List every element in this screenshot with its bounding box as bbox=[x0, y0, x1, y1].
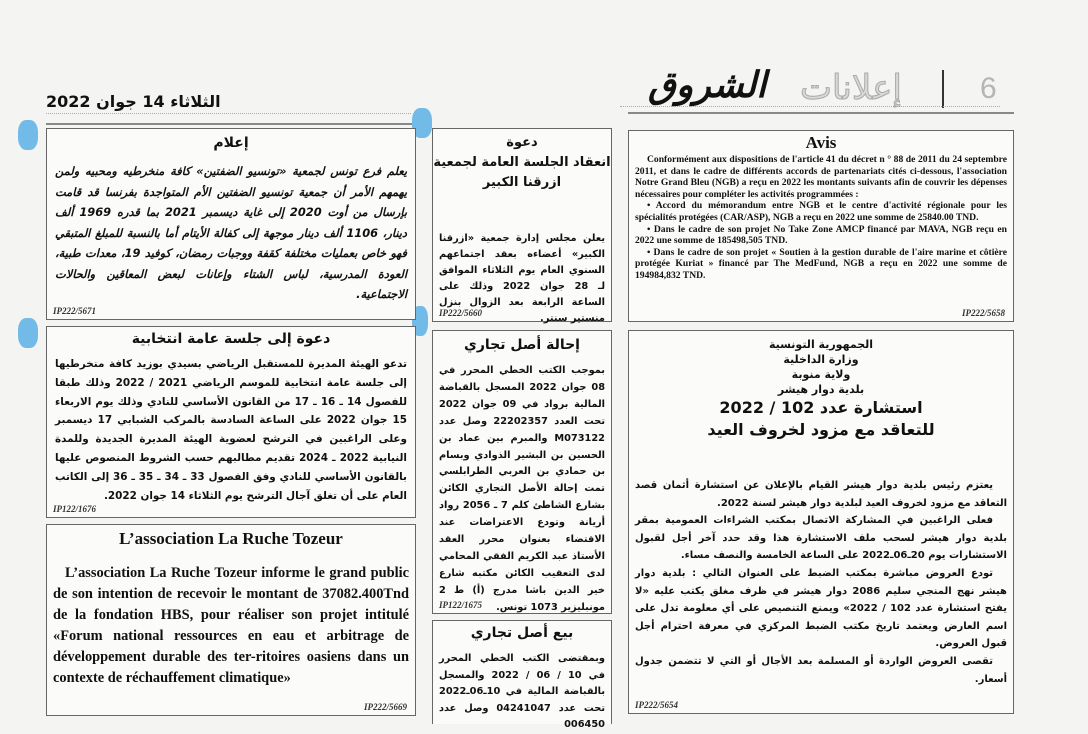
ad-azraqna-meeting bbox=[432, 128, 612, 322]
page-number: 6 bbox=[980, 72, 997, 105]
ad-body: وبمقتضى الكتب الخطي المحرر في 10 / 06 / 2022 والمسجل بالقباضة المالية في 10ـ06ـ2022 تحت عدد 04241047 وصل عدد 006450 bbox=[439, 653, 605, 730]
ad-bullet: • Dans le cadre de son projet No Take Zone AMCP financé par MAVA, NGB reçu en 2022 une somme de 185498,505 TND. bbox=[635, 223, 1007, 247]
ad-paragraph: يعتزم رئيس بلدية دوار هيشر القيام بالإعلان عن استشارة أثمان قصد التعاقد مع مزود لخروف العيد لبلدية دوار هيشر لسنة 2022. bbox=[635, 480, 1007, 509]
header-rule bbox=[46, 113, 411, 114]
ad-consultation-102 bbox=[628, 330, 1014, 714]
ad-title-line: للتعاقد مع مزود لخروف العيد bbox=[707, 420, 935, 439]
ad-title-line: انعقاد الجلسة العامة لجمعية bbox=[433, 155, 611, 170]
ad-reference: IP222/5669 bbox=[363, 702, 407, 712]
ad-title-line: ازرقنا الكبير bbox=[482, 175, 562, 190]
section-title: إعلانات bbox=[800, 68, 902, 108]
ad-body: يعلن مجلس إدارة جمعية «ازرقنا الكبير» أعضاءه بعقد اجتماعهم السنوي العام يوم الثلاثاء الموافق لـ 28 جوان 2022 وذلك على الساعة الرابعة بعد الزوال بنزل منستير سنتر. bbox=[439, 233, 605, 324]
ad-bullet: • Dans le cadre de son projet « Soutien à la gestion durable de l'aire marine et côtière protégée Kuriat » financé par The MedFund, NGB a reçu en 2022 une somme de 194984,832 TND. bbox=[635, 246, 1007, 281]
ad-reference: IP222/5671 bbox=[53, 306, 97, 316]
page-header bbox=[0, 0, 1088, 125]
authority-line: الجمهورية التونسية bbox=[768, 338, 874, 351]
ad-avis-ngb bbox=[628, 130, 1014, 322]
ad-title-line: دعوة bbox=[506, 135, 538, 150]
header-divider bbox=[942, 70, 944, 108]
newspaper-logo: الشروق bbox=[648, 64, 767, 106]
header-rule bbox=[620, 106, 1000, 107]
ad-title: إحالة أصل تجاري bbox=[464, 337, 580, 353]
ad-title: دعوة إلى جلسة عامة انتخابية bbox=[131, 331, 331, 347]
ad-paragraph: تقصى العروض الواردة أو المسلمة بعد الأجال أو التي لا تتضمن جدول أسعار. bbox=[635, 655, 1007, 685]
issue-date: الثلاثاء 14 جوان 2022 bbox=[46, 92, 221, 111]
ad-body: يعلم فرع تونس لجمعية «تونسيو الضفتين» كافة منخرطيه ومحبيه ولمن يهمهم الأمر أن جمعية تونسيو الضفتين الأم المتواجدة بفرنسا قد قامت بإرسال من أوت 2020 إلى غاية ديسمبر 2021 بما قدره 1969 ألف دينار، 1106 ألف دينار موجهة إلى كفالة الأيتام أما بالنسبة للمبلغ المتبقي فهو خاص بعمليات مختلفة كقفة ووجبات رمضان، كوفيد 19، معدات طبية، العودة المدرسية، لباس الشتاء وإعانات لبعض المعاقين والحالات الاجتماعية. bbox=[55, 164, 408, 301]
highlighter-mark bbox=[18, 120, 38, 150]
ad-business-sale bbox=[432, 620, 612, 730]
ad-title-line: استشارة عدد 102 / 2022 bbox=[719, 398, 923, 417]
ad-election-call bbox=[46, 326, 416, 518]
ad-reference: IP222/5660 bbox=[439, 308, 483, 318]
ad-body: L’association La Ruche Tozeur informe le grand public de son intention de recevoir le montant de 37082.400Tnd de la fondation HBS, pour réaliser son projet intitulé «Forum national ressources en eau et arbitrage de développement durable des ter-ritoires oasiens dans un contexte de réchauffement climatique» bbox=[53, 565, 409, 686]
ad-reference: IP122/1675 bbox=[439, 600, 483, 610]
ad-reference: IP222/5654 bbox=[635, 700, 679, 710]
highlighter-mark bbox=[18, 318, 38, 348]
authority-line: وزارة الداخلية bbox=[783, 353, 859, 366]
authority-line: ولاية منوبة bbox=[791, 368, 851, 381]
ad-paragraph: تودع العروض مباشرة بمكتب الضبط على العنوان التالي : بلدية دوار هيشر نهج المنجي سليم 2086 دوار هيشر في ظرف مغلق يكتب عليه «لا يفتح استشارة عدد 102 / 2022» ويمنع التنصيص على أي معلومة تدل على اسم العارض ويعتمد تاريخ مكتب الضبط المركزي في معرفة احترام أجل قبول العروض. bbox=[635, 567, 1007, 650]
ad-reference: IP122/1676 bbox=[53, 504, 97, 514]
ad-paragraph: فعلى الراغبين في المشاركة الاتصال بمكتب الشراءات العمومية بمقر بلدية دوار هيشر لسحب ملف الاستشارة هذا وقد حدد آخر أجل لقبول الاستشارات يوم 20ـ06ـ2022 على الساعة الخامسة والنصف مساء. bbox=[635, 515, 1007, 562]
ad-intro: Conformément aux dispositions de l'article 41 du décret n ° 88 de 2011 du 24 septembre 2011, et dans le cadre de différents accords de partenariats cités ci-dessous, l'association Notre Grand Bleu (NGB) a reçu en 2022 les montants suivants afin de couvrir les dépenses nécessaires pour compléter les activités programmées : bbox=[635, 154, 1007, 200]
ad-business-transfer bbox=[432, 330, 612, 614]
ad-title: بيع أصل تجاري bbox=[470, 625, 574, 641]
ad-bullet: • Accord du mémorandum entre NGB et le centre d'activité régionale pour les spécialités protégées (CAR/ASP), NGB a reçu en 2022 une somme de 25840.00 TND. bbox=[635, 200, 1007, 223]
ad-la-ruche bbox=[46, 524, 416, 716]
ad-iilam bbox=[46, 128, 416, 320]
ad-title: L’association La Ruche Tozeur bbox=[119, 529, 343, 548]
ad-body: بموجب الكتب الخطي المحرر في 08 جوان 2022 المسجل بالقباضة المالية برواد في 09 جوان 2022 تحت العدد 22202357 وصل عدد M073122 والمبرم بين عماد بن الحسين بن البشير الذوادي وبسام بن حمادي بن العربي الطرابلسي تمت إحالة الأصل التجاري الكائن بشارع الشاطئ كلم 7 ـ 2056 رواد أريانة وتودع الاعتراضات عند الاقتضاء بعنوان محرر العقد الأستاذ عبد الكريم الفقي المحامي لدى التعقيب الكائن مكتبه شارع خير الدين باشا مدرج (أ) ط 2 مونبليزير 1073 تونس. bbox=[439, 365, 606, 613]
ad-title: إعلام bbox=[213, 135, 249, 151]
header-rule bbox=[628, 112, 1014, 114]
header-rule bbox=[46, 123, 412, 125]
ad-body: تدعو الهيئة المديرة للمستقبل الرياضي بسيدي بوزيد كافة منخرطيها إلى جلسة عامة انتخابية للموسم الرياضي 2021 / 2022 وذلك طبقا للفصول 14 ـ 16 ـ 17 من القانون الأساسي للنادي وذلك يوم الاربعاء 15 جوان 2022 على الساعة السادسة بالمركب الشبابي 17 ديسمبر وعلى الراغبين في الترشح لعضوية الهيئة المديرة الجديدة وللمدة النيابية 2022 ـ 2024 تقديم مطالبهم حسب الشروط المنصوص عليها بالقانون الأساسي للنادي وفق الفصول 33 ـ 34 ـ 35 ـ 36 إلى الكاتب العام على أن تغلق آجال الترشح يوم الثلاثاء 14 جوان 2022. bbox=[55, 358, 408, 502]
ad-title: Avis bbox=[805, 133, 837, 152]
ad-reference: IP222/5658 bbox=[961, 308, 1005, 318]
authority-line: بلدية دوار هيشر bbox=[777, 383, 865, 396]
